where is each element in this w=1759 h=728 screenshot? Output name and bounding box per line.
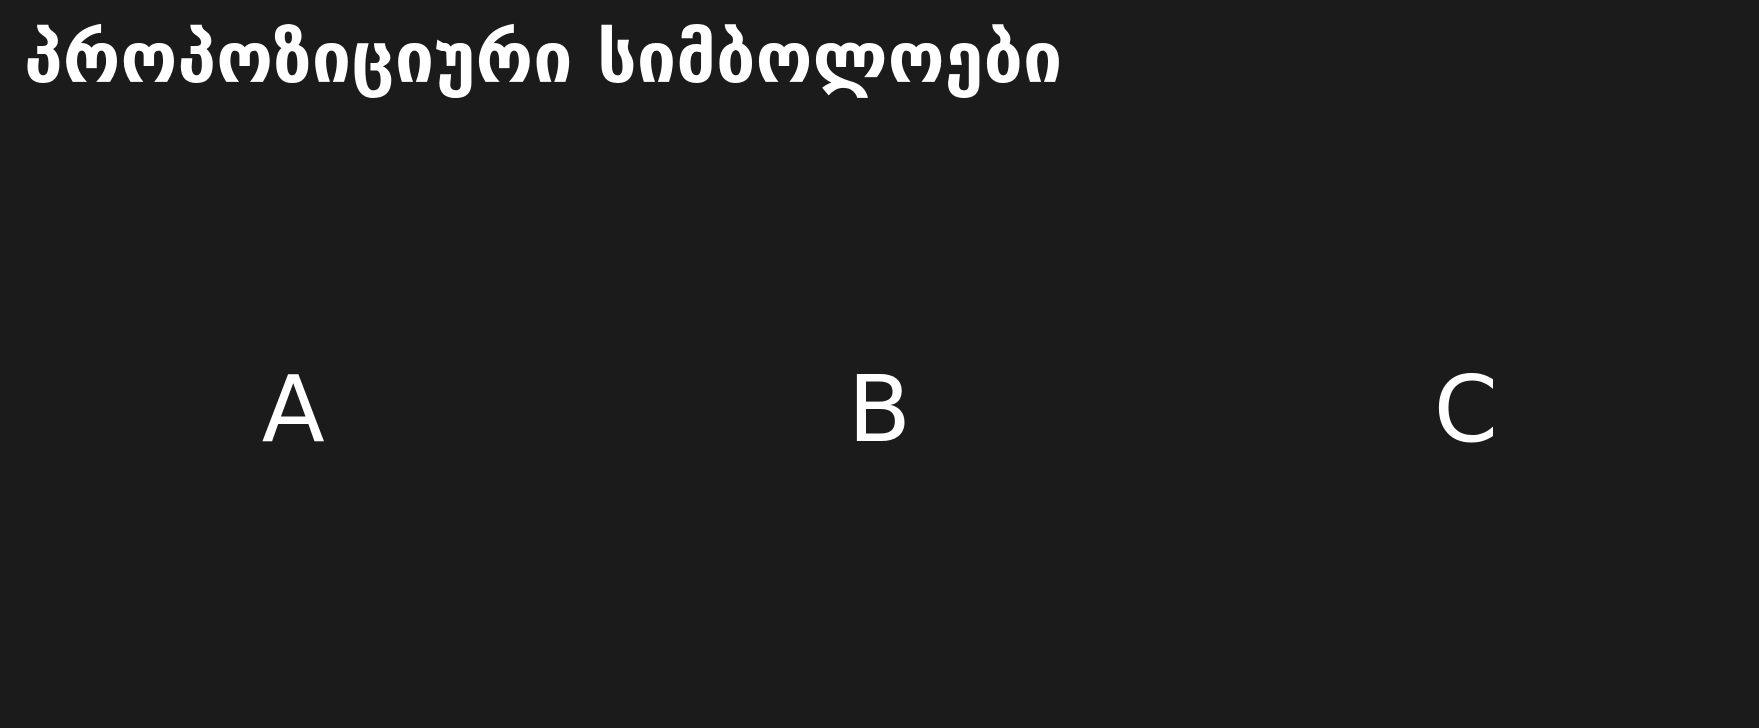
symbol-c: C (1433, 356, 1498, 463)
page-title: პროპოზიციური სიმბოლოები (24, 17, 1063, 99)
symbol-row (0, 355, 1759, 465)
symbol-a: A (261, 356, 325, 463)
symbol-b: B (847, 356, 912, 463)
